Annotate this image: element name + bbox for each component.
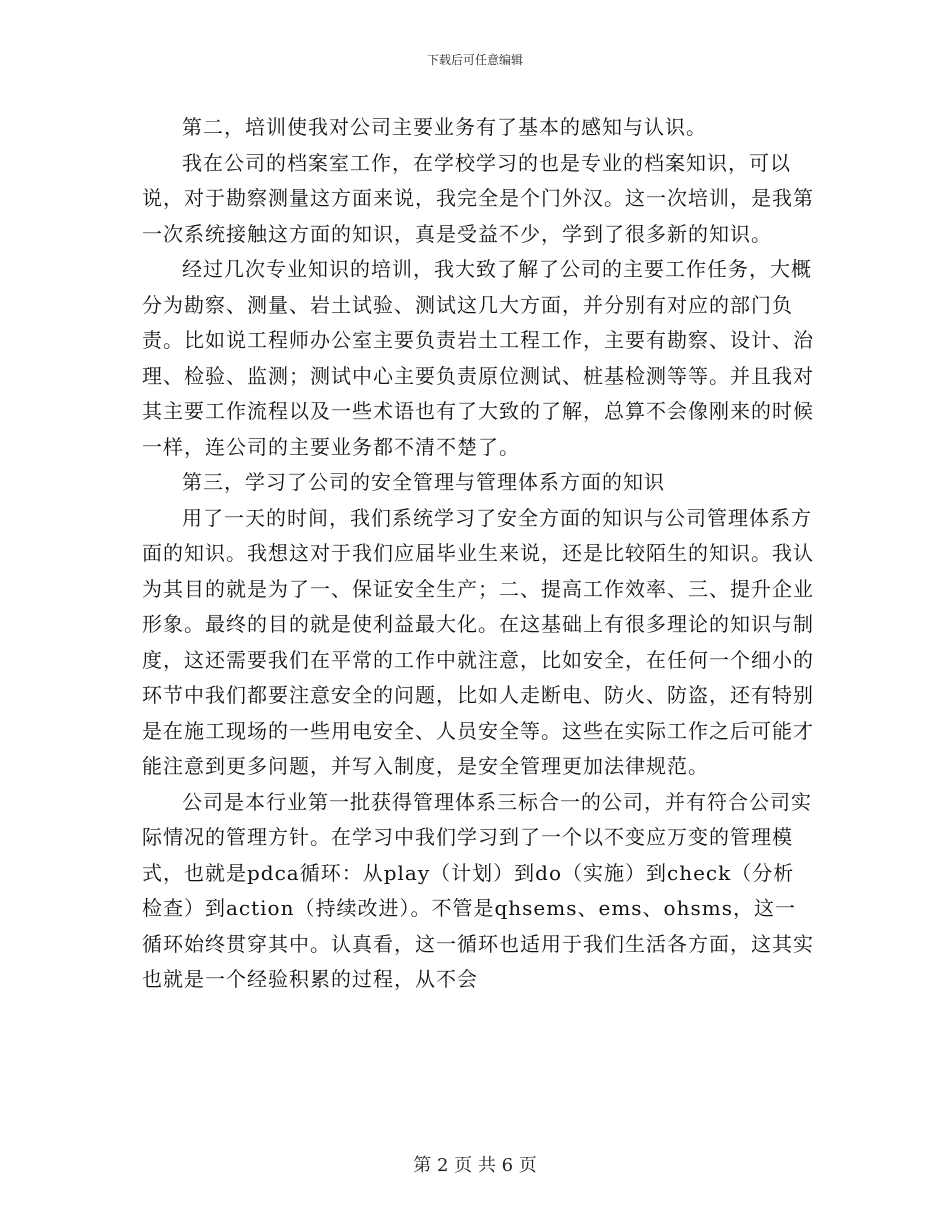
paragraph: 我在公司的档案室工作，在学校学习的也是专业的档案知识，可以说，对于勘察测量这方面来说，我完全是个门外汉。这一次培训，是我第一次系统接触这方面的知识，真是受益不少，学到了很多新的知识。 [142,150,814,246]
paragraph: 第二，培训使我对公司主要业务有了基本的感知与认识。 [182,115,707,139]
page-header: 下载后可任意编辑 [426,53,523,67]
page-footer: 第 2 页 共 6 页 [413,1155,537,1176]
paragraph: 公司是本行业第一批获得管理体系三标合一的公司，并有符合公司实际情况的管理方针。在学习中我们学习到了一个以不变应万变的管理模式，也就是pdca循环：从play（计划）到do（实施）到check（分析检查）到action（持续改进）。不管是qhsems、ems、ohsms，这一循环始终贯穿其中。认真看，这一循环也适用于我们生活各方面，这其实也就是一个经验积累的过程，从不会 [142,789,814,991]
paragraph: 用了一天的时间，我们系统学习了安全方面的知识与公司管理体系方面的知识。我想这对于我们应届毕业生来说，还是比较陌生的知识。我认为其目的就是为了一、保证安全生产；二、提高工作效率、三、提升企业形象。最终的目的就是使利益最大化。在这基础上有很多理论的知识与制度，这还需要我们在平常的工作中就注意，比如安全，在任何一个细小的环节中我们都要注意安全的问题，比如人走断电、防火、防盗，还有特别是在施工现场的一些用电安全、人员安全等。这些在实际工作之后可能才能注意到更多问题，并写入制度，是安全管理更加法律规范。 [142,505,814,778]
paragraph: 经过几次专业知识的培训，我大致了解了公司的主要工作任务，大概分为勘察、测量、岩土试验、测试这几大方面，并分别有对应的部门负责。比如说工程师办公室主要负责岩土工程工作，主要有勘察、设计、治理、检验、监测；测试中心主要负责原位测试、桩基检测等等。并且我对其主要工作流程以及一些术语也有了大致的了解，总算不会像刚来的时候一样，连公司的主要业务都不清不楚了。 [142,257,814,459]
document-body [142,110,814,998]
paragraph: 第三，学习了公司的安全管理与管理体系方面的知识 [182,470,665,494]
